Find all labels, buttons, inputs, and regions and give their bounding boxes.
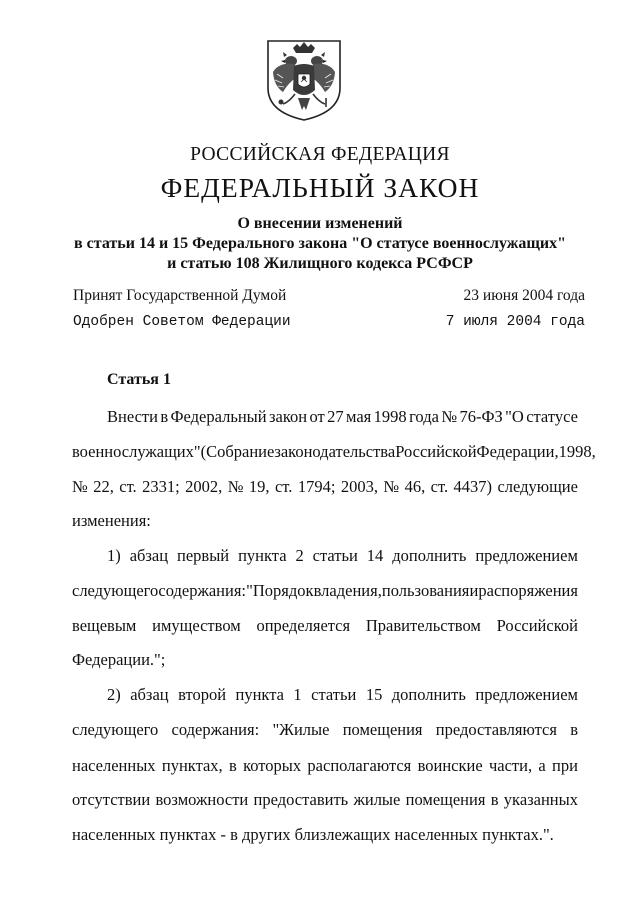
article-word: в [570,720,578,739]
article-word: № [383,477,400,496]
article-word: ст. [430,477,449,496]
article-word: "О [505,407,524,426]
article-word: 2) [107,685,121,704]
article-word: 1 [293,685,302,704]
article-line [107,685,578,705]
article-word: № [441,407,458,426]
article-word: предоставить [253,790,349,809]
article-word: 2003, [340,477,378,496]
article-word: закон [269,407,308,426]
article-word: 4437) [453,477,493,496]
article-word: Внести [107,407,158,426]
article-word: 2002, [185,477,223,496]
article-word: Федеральный [170,407,267,426]
article-word: при [552,756,578,775]
article-line: Федерации."; [72,650,166,669]
council-approval-label: Одобрен Советом Федерации [73,314,291,330]
article-word: в [228,756,237,775]
article-word: владения, [313,581,382,600]
council-approval-date: 7 июля 2004 года [445,314,585,330]
article-line [72,477,578,497]
article-word: 15 [365,685,383,704]
article-word: имуществом [152,616,241,635]
article-word: располагаются [307,756,412,775]
country-heading: РОССИЙСКАЯ ФЕДЕРАЦИЯ [190,144,450,165]
article-word: 1998, [558,442,596,461]
article-word: первый [177,546,230,565]
article-word: в [160,407,169,426]
law-title [0,214,640,274]
article-line: населенных пунктах - в других близлежащих населенных пунктах.". [72,825,554,844]
article-word: 14 [366,546,384,565]
law-title-line: О внесении изменений [237,215,403,232]
article-word: которых [243,756,302,775]
coat-of-arms-emblem [265,38,343,122]
article-word: определяется [256,616,351,635]
article-line [72,720,578,740]
article-word: ст. [274,477,293,496]
article-line [72,616,578,636]
article-word: № [72,477,88,496]
article-word: пунктах, [161,756,223,775]
law-title-line: в статьи 14 и 15 Федерального закона "О статусе военнослужащих" [74,235,566,252]
article-word: следующего [72,720,159,739]
article-word: воинские [417,756,483,775]
article-word: ст. [119,477,137,496]
article-word: и [469,581,479,600]
article-word: Федерации, [476,442,559,461]
article-word: 2331; [142,477,180,496]
article-line [107,407,578,427]
duma-adoption-row [73,287,585,305]
article-line: изменения: [72,511,151,530]
article-word: возможности [155,790,249,809]
article-word: 22, [93,477,114,496]
article-word: абзац [130,685,169,704]
article-word: законодательства [274,442,396,461]
article-word: содержания: [158,581,246,600]
article-word: мая [346,407,372,426]
article-word: помещения [405,790,486,809]
council-approval-row [73,314,585,330]
article-word: предложением [475,546,578,565]
article-word: дополнить [391,685,466,704]
article-word: № [227,477,244,496]
article-word: пункта [235,685,284,704]
article-word: Правительством [365,616,481,635]
article-line [72,442,596,462]
article-line [72,581,578,601]
article-word: 1794; [297,477,336,496]
article-word: 76-ФЗ [459,407,503,426]
article-word: (Собрание [200,442,275,461]
article-word: населенных [72,756,156,775]
article-word: 1) [107,546,121,565]
article-word: 2 [295,546,304,565]
article-word: помещения [342,720,423,739]
law-title-line: и статью 108 Жилищного кодекса РСФСР [167,255,473,272]
article-heading: Статья 1 [107,371,171,388]
article-word: жилые [353,790,401,809]
duma-adoption-label: Принят Государственной Думой [73,287,287,304]
article-word: Российской [496,616,578,635]
double-headed-eagle-icon [265,38,343,122]
article-word: вещевым [72,616,137,635]
article-word: статьи [312,546,358,565]
article-word: "Жилые [272,720,330,739]
article-word: указанных [503,790,578,809]
article-word: предоставляются [435,720,557,739]
article-word: отсутствии [72,790,151,809]
article-word: статусе [526,407,578,426]
document-type-heading: ФЕДЕРАЛЬНЫЙ ЗАКОН [160,172,480,203]
article-word: 1998 [373,407,407,426]
duma-adoption-date: 23 июня 2004 года [463,287,585,304]
article-word: следующие [497,477,578,496]
article-word: второй [178,685,227,704]
article-word: года [409,407,439,426]
article-word: а [538,756,546,775]
article-word: части, [488,756,533,775]
article-word: от [309,407,325,426]
article-word: 46, [404,477,426,496]
article-word: 19, [248,477,270,496]
article-word: следующего [72,581,159,600]
article-word: 27 [327,407,344,426]
article-word: пункта [238,546,287,565]
article-word: Российской [395,442,477,461]
article-word: предложением [475,685,578,704]
article-word: содержания: [171,720,260,739]
article-line [72,790,578,810]
article-word: статьи [311,685,357,704]
article-word: дополнить [392,546,467,565]
article-word: в [490,790,499,809]
article-word: абзац [129,546,169,565]
article-line [107,546,578,566]
article-word: распоряжения [478,581,578,600]
article-word: "Порядок [246,581,314,600]
article-word: военнослужащих" [72,442,201,461]
article-word: пользования [381,581,470,600]
article-line [72,756,578,776]
